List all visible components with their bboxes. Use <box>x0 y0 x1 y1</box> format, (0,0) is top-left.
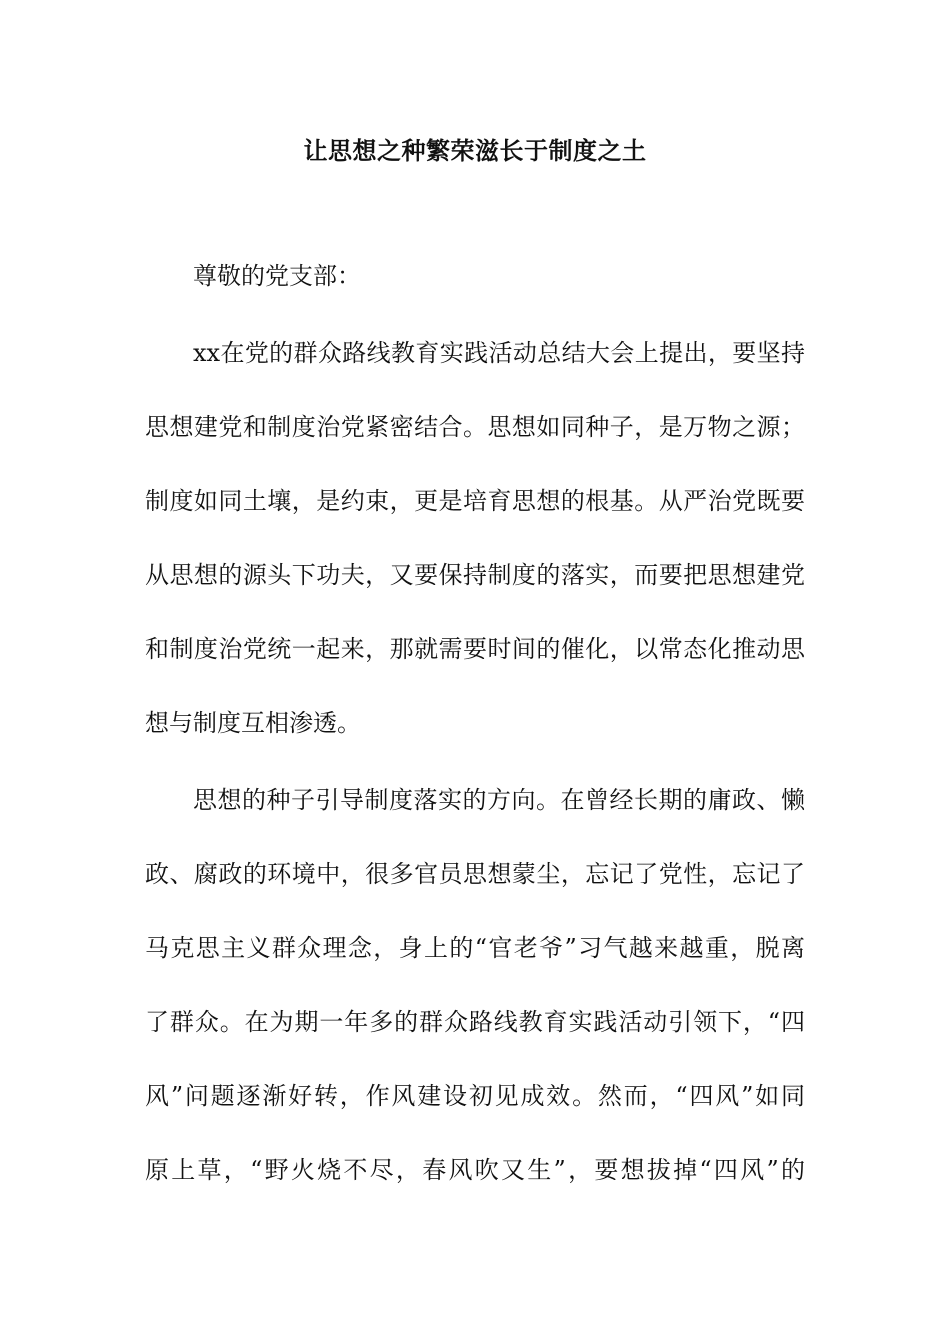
paragraph-line: 了群众。在为期一年多的群众路线教育实践活动引领下，“四 <box>145 1008 805 1036</box>
paragraph-line: 政、腐政的环境中，很多官员思想蒙尘，忘记了党性，忘记了 <box>145 860 805 888</box>
paragraph-line: 从思想的源头下功夫，又要保持制度的落实，而要把思想建党 <box>145 561 805 589</box>
paragraph-line: 思想的种子引导制度落实的方向。在曾经长期的庸政、懒 <box>193 786 805 814</box>
salutation: 尊敬的党支部： <box>193 262 361 290</box>
paragraph-line: 和制度治党统一起来，那就需要时间的催化，以常态化推动思 <box>145 635 805 663</box>
paragraph-line: 思想建党和制度治党紧密结合。思想如同种子，是万物之源； <box>145 413 805 441</box>
paragraph-line: 想与制度互相渗透。 <box>145 709 361 737</box>
paragraph-line: 原上草，“野火烧不尽，春风吹又生”，要想拔掉“四风”的 <box>145 1156 805 1184</box>
paragraph-line: xx在党的群众路线教育实践活动总结大会上提出，要坚持 <box>193 339 805 367</box>
paragraph-line: 马克思主义群众理念，身上的“官老爷”习气越来越重，脱离 <box>145 934 805 962</box>
paragraph-line: 制度如同土壤，是约束，更是培育思想的根基。从严治党既要 <box>145 487 805 515</box>
document-title: 让思想之种繁荣滋长于制度之土 <box>303 137 647 165</box>
paragraph-line: 风”问题逐渐好转，作风建设初见成效。然而，“四风”如同 <box>145 1082 805 1110</box>
